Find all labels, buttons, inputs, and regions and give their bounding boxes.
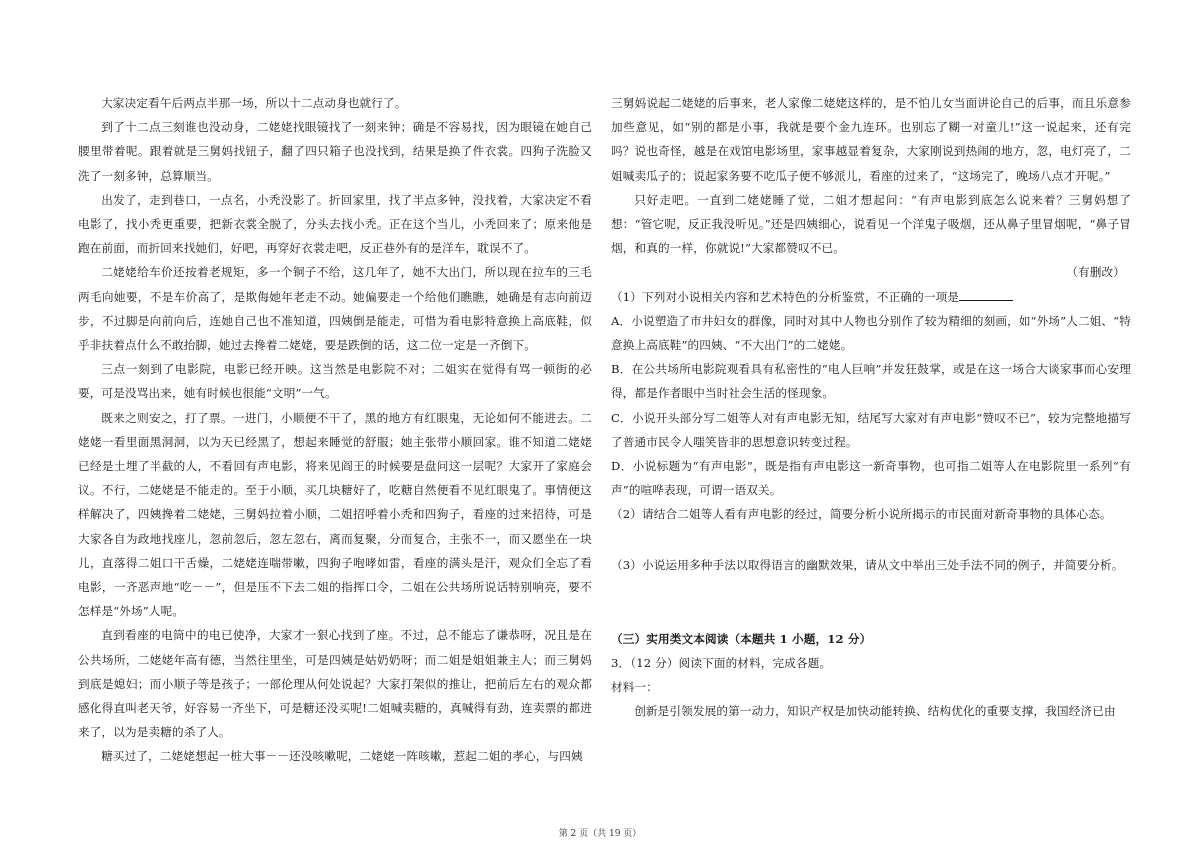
story-paragraph: 糖买过了，二姥姥想起一桩大事－－还没咳嗽呢，二姥姥一阵咳嗽，惹起二姐的孝心，与四姨 [101, 749, 583, 764]
left-column [78, 91, 592, 769]
question-2: （2）请结合二姐等人看有声电影的经过，简要分析小说所揭示的市民面对新奇事物的具体心态。 [611, 507, 1112, 522]
page-footer: 第 2 页（共 19 页） [558, 829, 642, 839]
question-1-option-c: C．小说开头部分写二姐等人对有声电影无知，结尾写大家对有声电影“赞叹不已”，较为完整地描写了普通市民令人嗤笑皆非的思想意识转变过程。 [611, 410, 1131, 449]
material-paragraph: 创新是引领发展的第一动力，知识产权是加快动能转换、结构优化的重要支撑，我国经济已由 [634, 704, 1116, 719]
answer-blank[interactable] [959, 289, 1013, 301]
story-paragraph: 三舅妈说起二姥姥的后事来，老人家像二姥姥这样的，是不怕儿女当面讲论自己的后事，而且乐意参加些意见，如“别的都是小事，我就是要个金九连环。也别忘了糊一对童儿!”这一说起来，还有完吗？说也奇怪，越是在戏馆电影场里，家事越显着复杂，大家刚说到热闹的地方，忽，电灯亮了，二姐喊卖瓜子的；说起家务要不吃瓜子便不够派儿，看座的过来了，“这场完了，晚场八点才开呢。” [611, 96, 1131, 183]
story-paragraph: 出发了，走到巷口，一点名，小秃没影了。折回家里，找了半点多钟，没找着，大家决定不看电影了，找小秃更重要，把新衣裳全脱了，分头去找小秃。正在这个当儿，小秃回来了；原来他是跑在前面，而折回来找她们，好吧，再穿好衣裳走吧，反正巷外有的是洋车，耽误不了。 [78, 192, 592, 256]
story-paragraph: 到了十二点三刻谁也没动身，二姥姥找眼镜找了一刻来钟；确是不容易找，因为眼镜在她自己腰里带着呢。跟着就是三舅妈找钮子，翻了四只箱子也没找到，结果是换了件衣裳。四狗子洗脸又洗了一刻多钟，总算顺当。 [78, 120, 592, 183]
story-paragraph: 三点一刻到了电影院，电影已经开映。这当然是电影院不对；二姐实在觉得有骂一顿街的必要，可是没骂出来，她有时候也很能“文明”一气。 [78, 362, 592, 401]
question-1-option-b: B．在公共场所电影院观看具有私密性的“电人巨响”并发狂鼓掌，或是在这一场合大谈家事而心安理得，都是作者眼中当时社会生活的怪现象。 [611, 362, 1131, 401]
question-1 [611, 285, 1131, 309]
question-1-option-a: A．小说塑造了市井妇女的群像，同时对其中人物也分别作了较为精细的刻画，如“外场”人二姐、“特意换上高底鞋”的四姨、“不大出门”的二姥姥。 [611, 313, 1131, 353]
source-note: （有删改） [1066, 265, 1125, 280]
answer-space [611, 527, 1131, 553]
story-paragraph: 二姥姥给车价还按着老规矩，多一个铜子不给，这几年了，她不大出门，所以现在拉车的三毛两毛向她要，不是车价高了，是欺侮她年老走不动。她偏要走一个给他们瞧瞧，她确是有志向前迈步，不过脚是向前向后，连她自己也不准知道，四姨倒是能走，可惜为看电影特意换上高底鞋，似乎非扶着点什么不敢抬脚，她过去搀着二姥姥，要是跌倒的话，这二位一定是一齐倒下。 [78, 265, 592, 353]
story-paragraph: 大家决定看午后两点半那一场，所以十二点动身也就行了。 [101, 96, 407, 110]
question-1-stem: （1）下列对小说相关内容和艺术特色的分析鉴赏，不正确的一项是 [611, 289, 960, 304]
story-paragraph: 直到看座的电筒中的电已使净，大家才一狠心找到了座。不过，总不能忘了谦恭呀，况且是在公共场所，二姥姥年高有德，当然往里坐，可是四姨是姑奶奶呀；而二姐是姐姐兼主人；而三舅妈到底是媳妇；而小顺子等是孩子；一部伦理从何处说起？大家打架似的推让，把前后左右的观众都感化得直叫老天爷，好容易一齐坐下，可是糖还没买呢!二姐喊卖糖的，真喊得有劲，连卖票的都进来了，以为是卖糖的杀了人。 [78, 628, 592, 740]
right-column [611, 91, 1131, 724]
section-heading: （三）实用类文本阅读（本题共 1 小题，12 分） [611, 631, 872, 646]
answer-space [611, 577, 1131, 627]
story-paragraph: 既来之则安之，打了票。一进门，小顺便不干了，黑的地方有红眼鬼，无论如何不能进去。二姥姥一看里面黑洞洞，以为天已经黑了，想起来睡觉的舒服；她主张带小顺回家。谁不知道二姥姥已经是土埋了半截的人，不看回有声电影，将来见阎王的时候要是盘问这一层呢？大家开了家庭会议。不行，二姥姥是不能走的。至于小顺，买几块糖好了，吃糖自然便看不见红眼鬼了。事情便这样解决了，四姨搀着二姥姥，三舅妈拉着小顺，二姐招呼着小秃和四狗子，看座的过来招待，可是大家各自为政地找座儿，忽前忽后，忽左忽右，离而复聚，分而复合，主张不一，而又愿坐在一块儿，直落得二姐口干舌燥，二姥姥连喘带嗽，四狗子咆哮如雷，看座的满头是汗，观众们全忘了看电影，一齐恶声地“吃－－”，但是压不下去二姐的指挥口令，二姐在公共场所说话特别响亮，要不怎样是“外场”人呢。 [78, 410, 592, 619]
material-label: 材料一： [611, 680, 658, 695]
question-main: 3．（12 分）阅读下面的材料，完成各题。 [611, 656, 832, 671]
question-1-option-d: D．小说标题为“有声电影”，既是指有声电影这一新奇事物，也可指二姐等人在电影院里一系列“有声”的喧哗表现，可谓一语双关。 [611, 459, 1131, 498]
question-3: （3）小说运用多种手法以取得语言的幽默效果，请从文中举出三处手法不同的例子，并简要分析。 [611, 557, 1124, 572]
story-paragraph: 只好走吧。一直到二姥姥睡了觉，二姐才想起问：“有声电影到底怎么说来着？三舅妈想了想：“管它呢，反正我没听见。”还是四姨细心，说看见一个洋鬼子吸烟，还从鼻子里冒烟呢，“鼻子冒烟，和真的一样，你就说!”大家都赞叹不已。 [611, 192, 1131, 256]
